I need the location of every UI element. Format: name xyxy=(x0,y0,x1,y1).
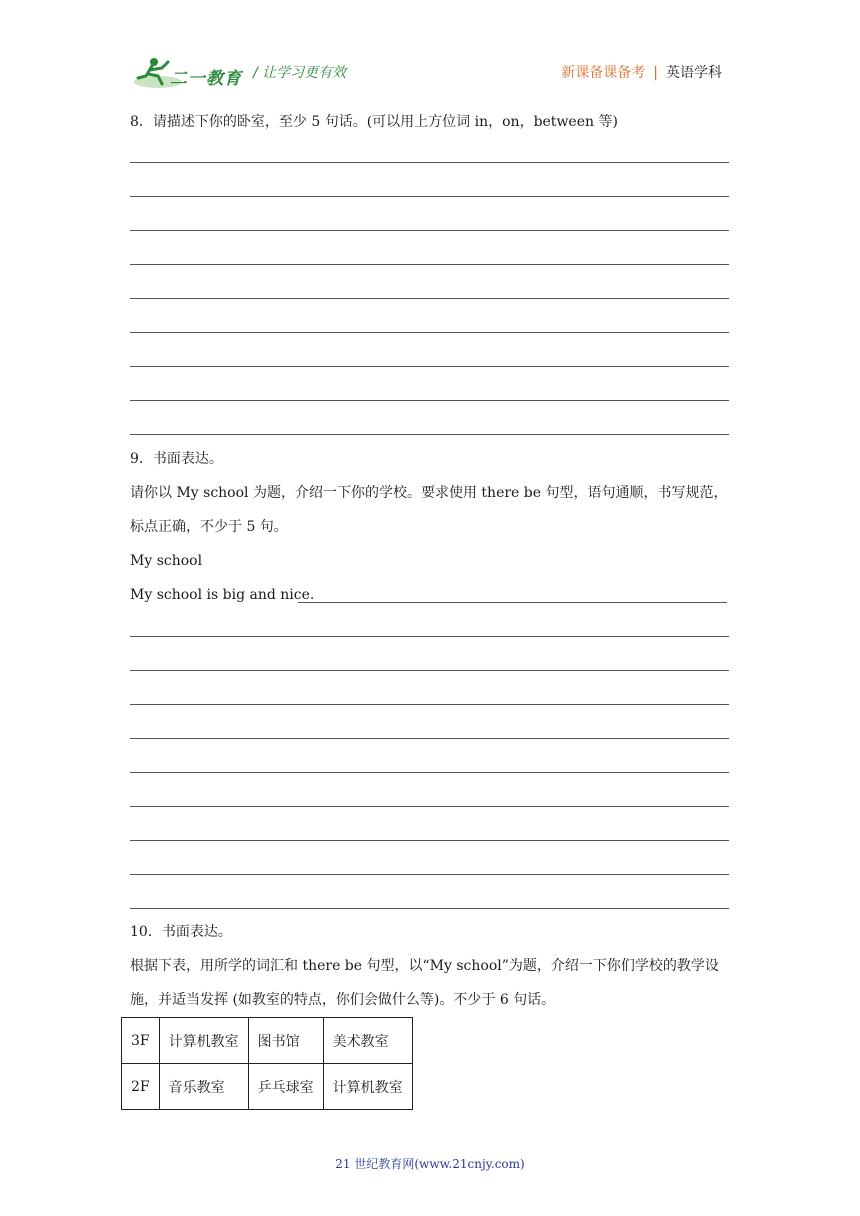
table-cell: 计算机教室 xyxy=(323,1064,412,1110)
q9-instruction-line2: 标点正确，不少于 5 句。 xyxy=(130,519,288,535)
answer-line[interactable] xyxy=(130,230,729,231)
header-separator: | xyxy=(653,65,658,81)
answer-line[interactable] xyxy=(130,400,729,401)
answer-line[interactable] xyxy=(130,366,729,367)
answer-line[interactable] xyxy=(130,434,729,435)
answer-line[interactable] xyxy=(130,772,729,773)
q8-prompt: 8．请描述下你的卧室，至少 5 句话。(可以用上方位词 in，on，between 等) xyxy=(130,114,618,130)
answer-line[interactable] xyxy=(130,196,729,197)
answer-line[interactable] xyxy=(130,332,729,333)
table-row xyxy=(122,1064,413,1110)
answer-line[interactable] xyxy=(130,908,729,909)
answer-line[interactable] xyxy=(130,840,729,841)
answer-line[interactable] xyxy=(130,670,729,671)
q9-title: 9．书面表达。 xyxy=(130,451,223,467)
table-cell: 2F xyxy=(122,1064,160,1110)
page-footer: 21 世纪教育网(www.21cnjy.com) xyxy=(335,1157,525,1171)
answer-line[interactable] xyxy=(130,704,729,705)
table-cell: 乒乓球室 xyxy=(248,1064,323,1110)
header-slogan: / 让学习更有效 xyxy=(253,65,347,81)
table-cell: 3F xyxy=(122,1018,160,1064)
table-cell: 计算机教室 xyxy=(159,1018,248,1064)
facilities-table xyxy=(121,1017,413,1110)
logo-text: 二一教育 xyxy=(170,69,242,89)
q10-instruction-line1: 根据下表，用所学的词汇和 there be 句型，以“My school”为题，介绍一下你们学校的教学设 xyxy=(130,958,719,974)
answer-line[interactable] xyxy=(130,738,729,739)
answer-line[interactable] xyxy=(130,162,729,163)
header-course-label: 新课备课备考 xyxy=(561,65,646,81)
answer-line[interactable] xyxy=(298,602,727,603)
header-subject: 英语学科 xyxy=(666,65,722,81)
table-cell: 音乐教室 xyxy=(159,1064,248,1110)
answer-line[interactable] xyxy=(130,806,729,807)
table-cell: 美术教室 xyxy=(323,1018,412,1064)
table-cell: 图书馆 xyxy=(248,1018,323,1064)
q10-title: 10．书面表达。 xyxy=(130,924,232,940)
q9-opening-sentence: My school is big and nice. xyxy=(130,587,315,603)
answer-line[interactable] xyxy=(130,264,729,265)
q10-instruction-line2: 施，并适当发挥 (如教室的特点，你们会做什么等)。不少于 6 句话。 xyxy=(130,992,556,1008)
answer-line[interactable] xyxy=(130,298,729,299)
header-right xyxy=(561,62,722,82)
q9-instruction-line1: 请你以 My school 为题，介绍一下你的学校。要求使用 there be 句型，语句通顺，书写规范， xyxy=(130,485,728,501)
q9-essay-title: My school xyxy=(130,553,203,569)
page-header xyxy=(0,0,860,96)
answer-line[interactable] xyxy=(130,636,729,637)
answer-line[interactable] xyxy=(130,874,729,875)
table-row xyxy=(122,1018,413,1064)
